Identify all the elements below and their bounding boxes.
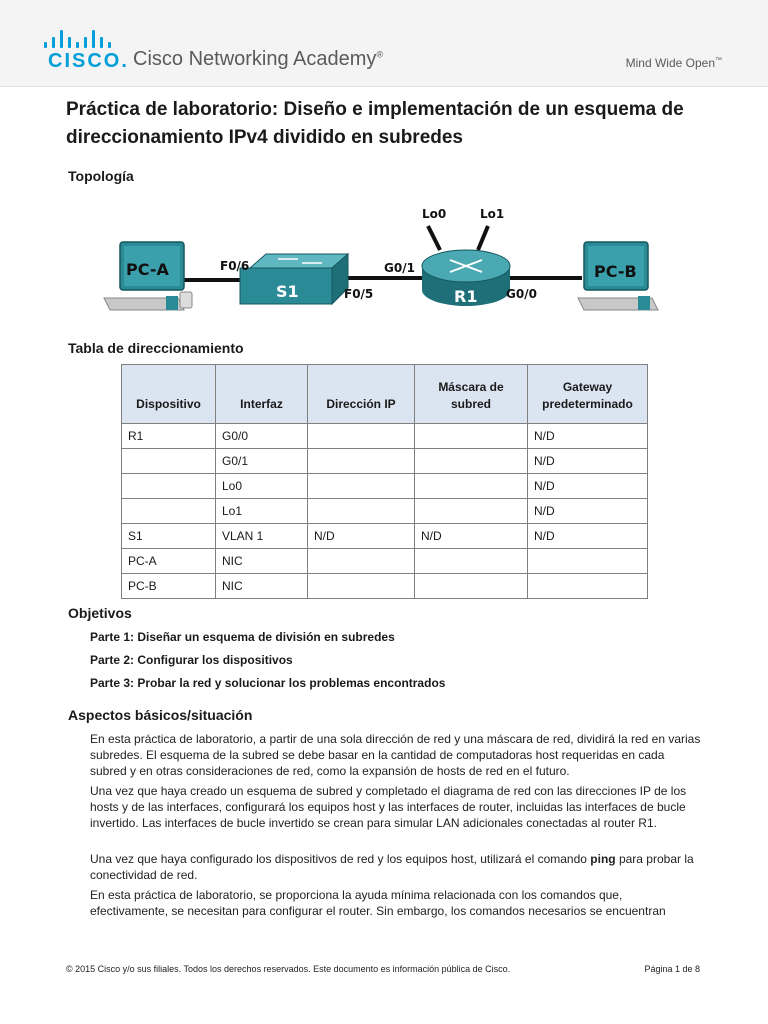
table-cell: R1 — [122, 424, 216, 449]
lo0-label: Lo0 — [422, 207, 447, 221]
table-cell — [308, 424, 415, 449]
table-cell: N/D — [528, 424, 648, 449]
objective-item: Parte 2: Configurar los dispositivos — [90, 653, 293, 667]
table-cell: N/D — [308, 524, 415, 549]
table-cell — [308, 549, 415, 574]
f05-label: F0/5 — [344, 287, 374, 301]
table-row — [122, 549, 648, 574]
table-row — [122, 449, 648, 474]
table-cell — [122, 474, 216, 499]
address-table-heading: Tabla de direccionamiento — [68, 340, 244, 356]
table-cell — [528, 574, 648, 599]
table-cell: Lo1 — [216, 499, 308, 524]
table-cell: G0/0 — [216, 424, 308, 449]
col-header: Dispositivo — [122, 365, 216, 424]
table-cell: PC-A — [122, 549, 216, 574]
table-cell: N/D — [528, 524, 648, 549]
pc-b-label: PC-B — [594, 262, 637, 281]
background-heading: Aspectos básicos/situación — [68, 707, 253, 723]
g01-label: G0/1 — [384, 261, 415, 275]
table-cell: NIC — [216, 574, 308, 599]
objective-item: Parte 1: Diseñar un esquema de división en subredes — [90, 630, 395, 644]
link-lo1 — [478, 226, 488, 250]
table-cell: VLAN 1 — [216, 524, 308, 549]
table-cell: S1 — [122, 524, 216, 549]
table-cell — [415, 449, 528, 474]
background-paragraph-1: En esta práctica de laboratorio, a partir de una sola dirección de red y una máscara de red, dividirá la red en varias subredes. El esquema de la subred se debe basar en la cantidad de computadoras host requeridas en cada subred y en otras consideraciones de red, como la expansión de hosts de red en el futuro. — [90, 732, 701, 778]
background-paragraph-4: En esta práctica de laboratorio, se proporciona la ayuda mínima relacionada con los comandos que, efectivamente, se necesitan para configurar el router. Sin embargo, los comandos necesarios se encuentran — [90, 888, 666, 918]
table-cell — [415, 574, 528, 599]
topology-diagram — [100, 198, 670, 330]
col-header: Interfaz — [216, 365, 308, 424]
table-row — [122, 474, 648, 499]
table-cell: PC-B — [122, 574, 216, 599]
table-row — [122, 499, 648, 524]
table-cell — [308, 499, 415, 524]
topology-heading: Topología — [68, 168, 134, 184]
table-cell — [122, 449, 216, 474]
table-cell — [308, 574, 415, 599]
table-cell — [308, 474, 415, 499]
col-header: Dirección IP — [308, 365, 415, 424]
pc-a-label: PC-A — [126, 260, 169, 279]
footer-copyright: © 2015 Cisco y/o sus filiales. Todos los derechos reservados. Este documento es información pública de Cisco. — [66, 964, 511, 974]
address-table — [121, 364, 648, 599]
table-cell — [308, 449, 415, 474]
table-cell: NIC — [216, 549, 308, 574]
link-lo0 — [428, 226, 440, 250]
objectives-heading: Objetivos — [68, 605, 132, 621]
col-header: Máscara de subred — [415, 365, 528, 424]
table-cell: N/D — [415, 524, 528, 549]
background-paragraph-3: Una vez que haya configurado los dispositivos de red y los equipos host, utilizará el comando ping para probar la conectividad de red. — [90, 852, 694, 882]
table-cell — [528, 549, 648, 574]
footer-page-number: Página 1 de 8 — [644, 964, 700, 974]
page-title: Práctica de laboratorio: Diseño e implementación de un esquema de direccionamiento IPv4 dividido en subredes — [66, 99, 684, 148]
table-cell — [122, 499, 216, 524]
academy-name: Cisco Networking Academy® — [133, 48, 384, 70]
table-row — [122, 524, 648, 549]
table-cell: G0/1 — [216, 449, 308, 474]
table-cell: Lo0 — [216, 474, 308, 499]
ping-command: ping — [590, 852, 616, 866]
table-cell — [415, 549, 528, 574]
lo1-label: Lo1 — [480, 207, 505, 221]
r1-label: R1 — [454, 287, 478, 306]
table-cell: N/D — [528, 449, 648, 474]
objective-item: Parte 3: Probar la red y solucionar los problemas encontrados — [90, 676, 446, 690]
g00-label: G0/0 — [506, 287, 537, 301]
table-row — [122, 574, 648, 599]
s1-label: S1 — [276, 282, 299, 301]
table-cell — [415, 474, 528, 499]
cisco-wordmark: CISCO. — [48, 50, 129, 72]
tagline: Mind Wide Open™ — [625, 56, 722, 70]
cisco-bridge-icon — [44, 26, 116, 48]
table-cell: N/D — [528, 499, 648, 524]
page-header — [0, 0, 768, 87]
table-cell — [415, 424, 528, 449]
table-cell — [415, 499, 528, 524]
background-paragraph-2: Una vez que haya creado un esquema de subred y completado el diagrama de red con las direcciones IP de los hosts y de las interfaces, configurará los equipos host y las interfaces de router, incluidas las interfaces de bucle invertido. Las interfaces de bucle invertido se crean para simular LAN adicionales conectadas al router R1. — [90, 784, 687, 830]
table-cell: N/D — [528, 474, 648, 499]
f06-label: F0/6 — [220, 259, 250, 273]
col-header: Gateway predeterminado — [528, 365, 648, 424]
table-header-row — [122, 365, 648, 424]
table-row — [122, 424, 648, 449]
